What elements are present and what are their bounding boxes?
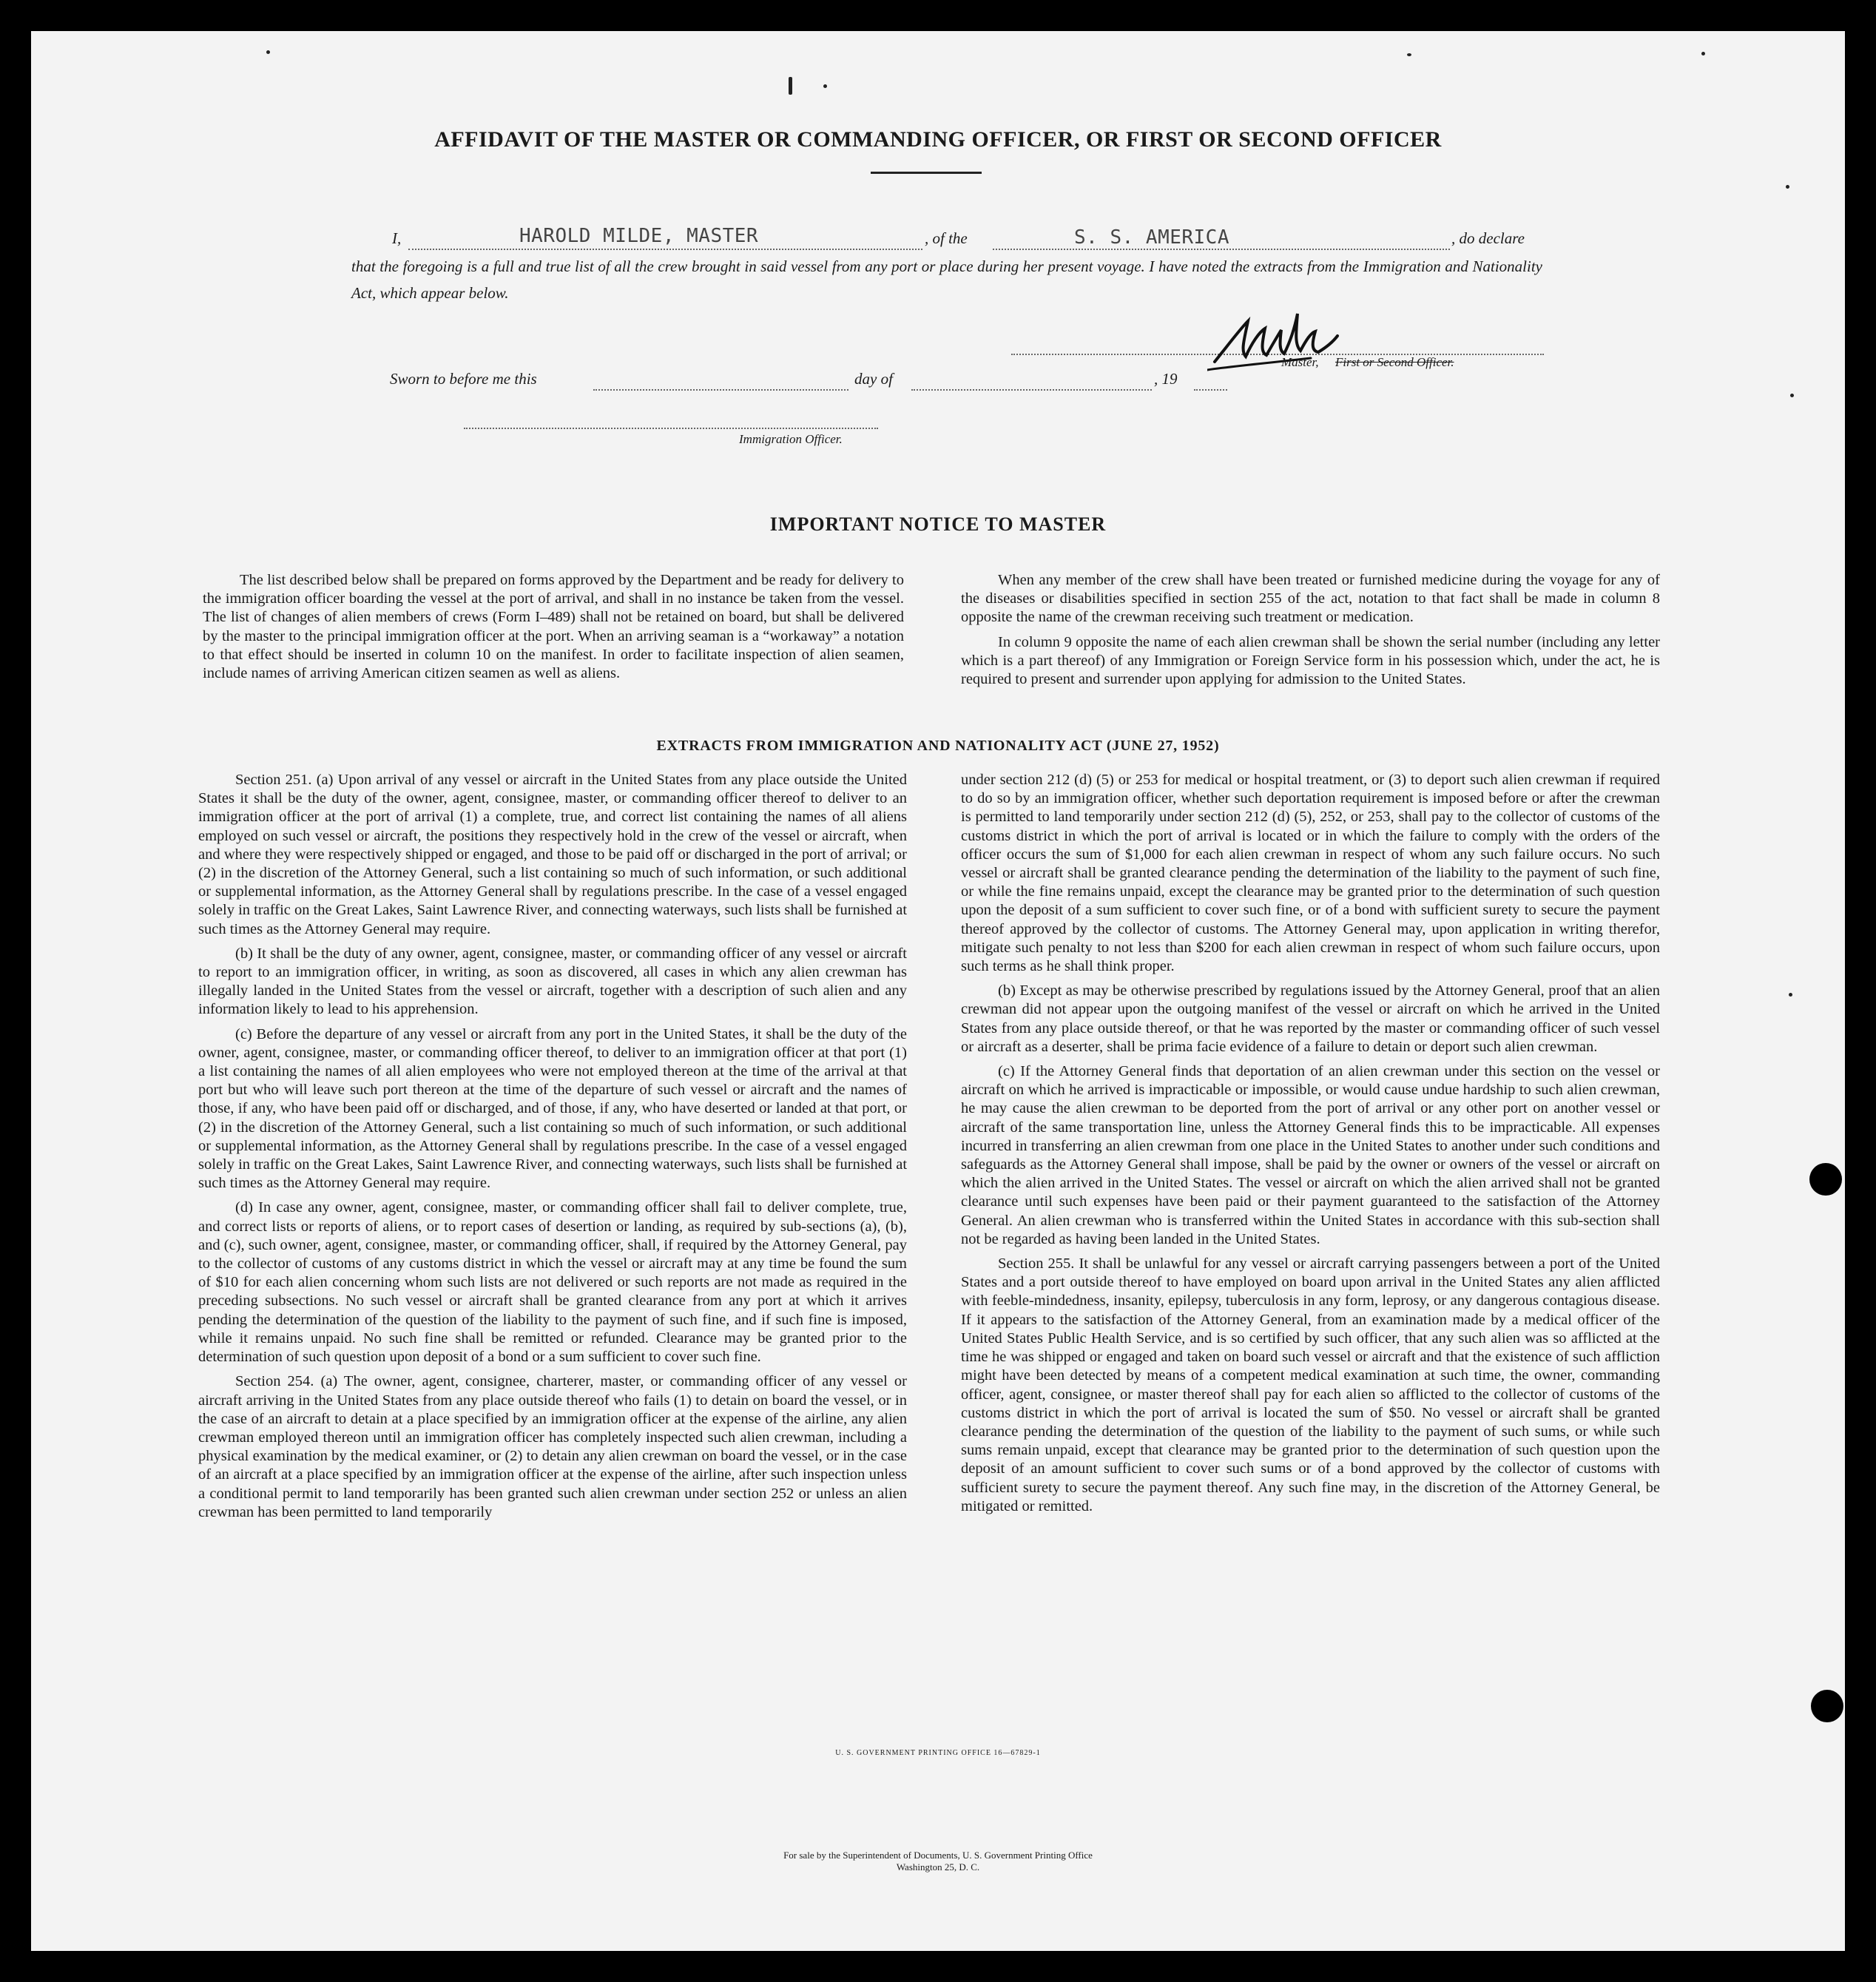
notice-left-column <box>203 571 904 689</box>
immigration-officer-label: Immigration Officer. <box>739 432 843 446</box>
section-251-d: (d) In case any owner, agent, consignee, master, or commanding officer shall fail to deliver complete, true, and correct lists or reports of aliens, or to report cases of desertion or landing, as required by sub-sections (a), (b), and (c), such owner, agent, consignee, master, or commanding officer, shall, if required by the Attorney General, pay to the collector of customs of any customs district in which the vessel or aircraft may at any time be found the sum of $10 for each alien concerning whom such lists are not delivered or such reports are not made as required in the preceding subsections. No such vessel or aircraft shall be granted clearance from any port at which it arrives pending the determination of the question of the liability to the payment of such fine, and if such fine is imposed, while it remains unpaid. No such fine shall be remitted or refunded. Clearance may be granted prior to the determination of such question upon deposit of a bond or a sum sufficient to cover such fine. <box>198 1199 907 1366</box>
scan-speck <box>1786 185 1789 189</box>
section-251-b: (b) It shall be the duty of any owner, agent, consignee, master, or commanding officer of any vessel or aircraft to report to an immigration officer, in writing, as soon as discovered, all cases in which any alien crewman has illegally landed in the United States from the vessel or aircraft, together with a description of such alien and any information likely to lead to his apprehension. <box>198 945 907 1018</box>
notice-right-column <box>961 571 1660 695</box>
notice-title: IMPORTANT NOTICE TO MASTER <box>769 513 1107 535</box>
notice-right-p1: When any member of the crew shall have been treated or furnished medicine during the voyage for any of the diseases or disabilities specified in section 255 of the act, notation to that fact shall be made in column 8 opposite the name of the crewman receiving such treatment or medication. <box>961 572 1660 626</box>
scan-speck <box>1407 53 1411 56</box>
binder-hole <box>1811 1690 1843 1722</box>
name-field-line <box>408 249 922 250</box>
sale-notice-line1: For sale by the Superintendent of Documents, U. S. Government Printing Office <box>783 1850 1093 1861</box>
i-label: I, <box>392 229 402 247</box>
day-of-label: day of <box>854 370 893 388</box>
scan-speck <box>266 50 270 54</box>
section-254-a: Section 254. (a) The owner, agent, consignee, charterer, master, or commanding officer of any vessel or aircraft arriving in the United States from any place outside thereof who fails (1) to detain on board the vessel, or in the case of an aircraft to detain at a place specified by an immigration officer at the expense of the airline, any alien crewman employed thereon until an immigration officer has completely inspected such alien crewman, including a physical examination by the medical examiner, or (2) to detain any alien crewman on board the vessel, or in the case of an aircraft at a place specified by an immigration officer at the expense of the airline, after such inspection unless a conditional permit to land temporarily has been granted such alien crewman under section 252 or unless an alien crewman has been permitted to land temporarily <box>198 1373 907 1520</box>
sworn-date-field[interactable] <box>593 389 848 391</box>
of-the-label: , of the <box>925 229 968 247</box>
scan-speck <box>823 84 827 88</box>
scan-speck <box>1790 394 1794 397</box>
scan-mark <box>789 77 792 95</box>
extracts-right-column <box>961 771 1660 1522</box>
affidavit-page <box>31 31 1845 1951</box>
printing-office-imprint: U. S. GOVERNMENT PRINTING OFFICE 16—67829-1 <box>835 1749 1041 1757</box>
section-254-c: (c) If the Attorney General finds that deportation of an alien crewman under this section on the vessel or aircraft on which he arrived is impracticable or impossible, or would cause undue hardship to such alien crewman, he may cause the alien crewman to be deported from the port of arrival or any other port on another vessel or aircraft of the same transportation line, unless the Attorney General finds this to be impracticable. All expenses incurred in transferring an alien crewman from one place in the United States to another under such conditions and safeguards as the Attorney General shall impose, shall be paid by the owner or owners of the vessel or aircraft on which the alien arrived in the United States. The vessel or aircraft on which the alien arrived shall not be granted clearance until such expenses have been paid or their payment guaranteed to the satisfaction of the Attorney General. An alien crewman who is transferred within the United States in accordance with this sub-section shall not be regarded as having been landed in the United States. <box>961 1063 1660 1247</box>
sale-notice-line2: Washington 25, D. C. <box>896 1861 980 1873</box>
declaration-text: that the foregoing is a full and true list of all the crew brought in said vessel from any port or place during her present voyage. I have noted the extracts from the Immigration and Nationality Act, which appear below. <box>351 257 1542 302</box>
sale-notice <box>31 1850 1845 1873</box>
affidavit-title: AFFIDAVIT OF THE MASTER OR COMMANDING OFFICER, OR FIRST OR SECOND OFFICER <box>434 127 1442 152</box>
notice-right-p2: In column 9 opposite the name of each alien crewman shall be shown the serial number (including any letter which is a part thereof) of any Immigration or Foreign Service form in his possession which, under the act, he is required to present and surrender upon applying for admission to the United States. <box>961 633 1660 688</box>
binder-hole <box>1809 1163 1842 1196</box>
signer-caption-struck: First or Second Officer. <box>1335 355 1454 369</box>
sworn-year-field[interactable] <box>1194 389 1227 391</box>
section-254-b: (b) Except as may be otherwise prescribed by regulations issued by the Attorney General, proof that an alien crewman did not appear upon the outgoing manifest of the vessel or aircraft on which he arrived in the United States from any place outside thereof, or that he was reported by the master or commanding officer of such vessel or aircraft as a deserter, shall be prima facie evidence of a failure to detain or deport such alien crewman. <box>961 982 1660 1055</box>
extracts-title: EXTRACTS FROM IMMIGRATION AND NATIONALITY ACT (JUNE 27, 1952) <box>656 738 1220 754</box>
section-251-a: Section 251. (a) Upon arrival of any vessel or aircraft in the United States from any place outside the United States it shall be the duty of the owner, agent, consignee, master, or commanding officer thereof to deliver to an immigration officer at the port of arrival (1) a complete, true, and correct list containing the names of all aliens employed on such vessel or aircraft, the positions they respectively hold in the crew of the vessel or aircraft, when and where they were respectively shipped or engaged, and those to be paid off or discharged in the port of arrival; or (2) in the discretion of the Attorney General, such a list containing so much of such information, or such additional or supplemental information, as the Attorney General shall by regulations prescribe. In the case of a vessel engaged solely in traffic on the Great Lakes, Saint Lawrence River, and connecting waterways, such lists shall be furnished at such times as the Attorney General may require. <box>198 772 908 937</box>
title-rule <box>871 172 982 174</box>
vessel-field-line <box>993 249 1450 250</box>
scan-speck <box>1789 993 1792 997</box>
immigration-officer-signature-line[interactable] <box>464 428 878 429</box>
scan-speck <box>1701 52 1705 55</box>
section-251-c: (c) Before the departure of any vessel or aircraft from any port in the United States, it shall be the duty of the owner, agent, consignee, master, or commanding officer thereof, to deliver to an immigration officer at that port (1) a list containing the names of all alien employees who were not employed thereon at the time of the arrival at that port but who will leave such port thereon at the time of the departure of such vessel or aircraft and the names of those, if any, who have been paid off or discharged, and of those, if any, who have deserted or landed at that port, or (2) in the discretion of the Attorney General, such a list containing so much of such information, or such additional or supplemental information, as the Attorney General shall by regulations prescribe. In the case of a vessel engaged solely in traffic on the Great Lakes, Saint Lawrence River, and connecting waterways, such lists shall be furnished at such times as the Attorney General may require. <box>198 1025 908 1192</box>
do-declare-label: , do declare <box>1451 229 1525 247</box>
sworn-label: Sworn to before me this <box>390 370 537 388</box>
year-label: , 19 <box>1154 370 1178 388</box>
vessel-name-field[interactable]: S. S. AMERICA <box>1074 226 1229 249</box>
section-255: Section 255. It shall be unlawful for any vessel or aircraft carrying passengers between a port of the United States and a port outside thereof to have employed on board upon arrival in the United States any alien afflicted with feeble-mindedness, insanity, epilepsy, tuberculosis in any form, leprosy, or any dangerous contagious disease. If it appears to the satisfaction of the Attorney General, from an examination made by a medical officer of the United States Public Health Service, and is so certified by such officer, that any such alien was so afflicted at the time he was shipped or engaged and taken on board such vessel or aircraft and that the existence of such affliction might have been detected by means of a competent medical examination at such time, the owner, commanding officer, agent, consignee, or master thereof shall pay for each alien so afflicted to the collector of customs of the customs district in which the port of arrival is located the sum of $50. No vessel or aircraft shall be granted clearance pending the determination of the question of the liability to the payment of such sums, or while such sums remain unpaid, except that clearance may be granted prior to the determination of such question upon the deposit of an amount sufficient to cover such sums or of a bond approved by the collector of customs with sufficient surety to secure the payment thereof. Any such fine may, in the discretion of the Attorney General, be mitigated or remitted. <box>961 1255 1660 1514</box>
notice-left-text: The list described below shall be prepared on forms approved by the Department and be ready for delivery to the immigration officer boarding the vessel at the port of arrival, and shall in no instance be taken from the vessel. The list of changes of alien members of crews (Form I–489) shall not be retained on board, but shall be delivered by the master to the principal immigration officer at the port. When an arriving seaman is a “workaway” a notation to that effect should be inserted in column 10 on the manifest. In order to facilitate inspection of alien seamen, include names of arriving American citizen seamen as well as aliens. <box>203 572 904 682</box>
master-name-field[interactable]: HAROLD MILDE, MASTER <box>519 225 759 247</box>
signer-caption-master: Master, <box>1281 355 1319 369</box>
sworn-month-field[interactable] <box>911 389 1152 391</box>
section-254-a-continued: under section 212 (d) (5) or 253 for medical or hospital treatment, or (3) to deport such alien crewman if required to do so by an immigration officer, whether such deportation requirement is imposed before or after the crewman is permitted to land temporarily under section 212 (d) (5), 252, or 253, shall pay to the collector of customs of the customs district in which the port of arrival is located or in which the failure to comply with the orders of the officer occurs the sum of $1,000 for each alien crewman in respect of whom any such failure occurs. No such vessel or aircraft shall be granted clearance pending the determination of the liability to the payment of such fine, or while the fine remains unpaid, except the clearance may be granted prior to the determination of such question upon the deposit of a sum sufficient to cover such fine, or of a bond with sufficient surety to secure the payment thereof approved by the collector of customs. The Attorney General may, upon application in writing therefor, mitigate such penalty to not less than $200 for each alien crewman in respect of whom such failure occurs, upon such terms as he shall think proper. <box>961 772 1660 975</box>
extracts-left-column <box>198 771 907 1528</box>
